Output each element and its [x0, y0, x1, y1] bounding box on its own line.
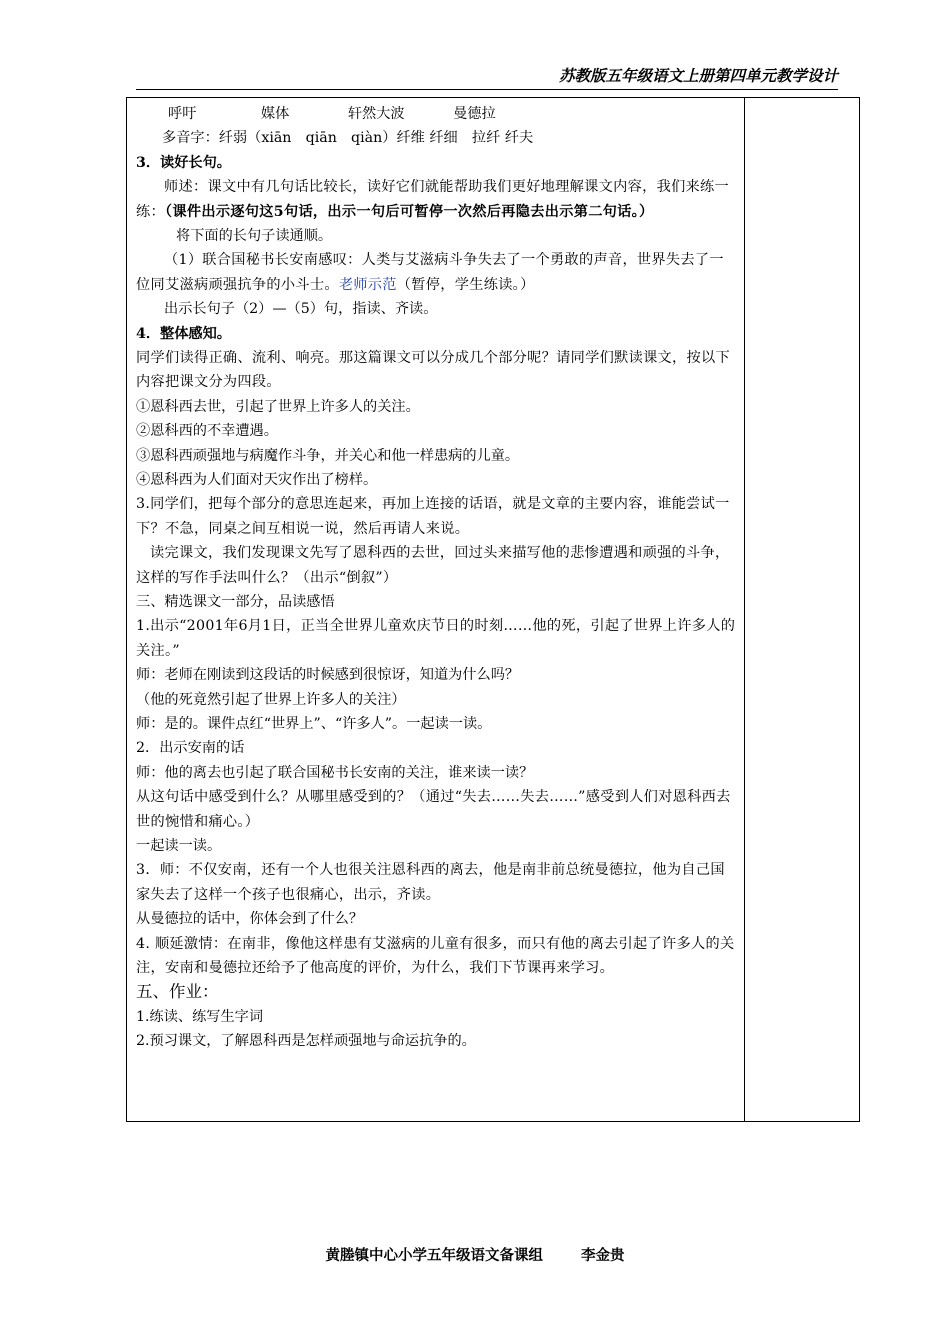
list-item: ④恩科西为人们面对天灾作出了榜样。 [136, 471, 378, 488]
polyphone-line: 多音字：纤弱（xiān qiān qiàn）纤维 纤细 拉纤 纤夫 [162, 130, 534, 147]
column-divider [744, 98, 745, 1121]
vocab-word: 媒体 [260, 106, 290, 122]
vocab-word: 轩然大波 [347, 106, 405, 122]
paragraph: 从这句话中感受到什么？从哪里感受到的？（通过“失去……失去……”感受到人们对恩科西去世的惋惜和痛心。） [136, 789, 731, 830]
list-item: ③恩科西顽强地与病魔作斗争，并关心和他一样患病的儿童。 [136, 447, 520, 464]
lesson-plan-table [126, 97, 860, 1122]
paragraph: （他的死竟然引起了世界上许多人的关注） [136, 691, 406, 708]
vocab-word: 呼吁 [168, 106, 197, 122]
paragraph: 1.出示“2001年6月1日，正当全世界儿童欢庆节日的时刻……他的死，引起了世界上许多人的关注。” [136, 618, 736, 659]
list-item: 1.练读、练写生字词 [136, 1008, 264, 1025]
paragraph: 同学们读得正确、流利、响亮。那这篇课文可以分成几个部分呢？请同学们默读课文，按以下内容把课文分为四段。 [136, 349, 730, 391]
vocab-line [136, 102, 738, 126]
paragraph: 4. 顺延激情：在南非，像他这样患有艾滋病的儿童有很多，而只有他的离去引起了许多人的关注，安南和曼德拉还给予了他高度的评价，为什么，我们下节课再来学习。 [136, 935, 735, 976]
document-footer [0, 1244, 950, 1265]
list-item: ①恩科西去世，引起了世界上许多人的关注。 [136, 398, 420, 415]
paragraph: 3.同学们，把每个部分的意思连起来，再加上连接的话语，就是文章的主要内容，谁能尝试一下？不急，同桌之间互相说一说，然后再请人来说。 [136, 496, 730, 537]
lesson-content-cell [136, 102, 738, 1054]
teacher-demo-label: 老师示范 [338, 276, 397, 293]
paragraph: 师：是的。课件点红“世界上”、“许多人”。一起读一读。 [136, 715, 492, 732]
paragraph: 师：老师在刚读到这段话的时候感到很惊讶，知道为什么吗？ [136, 667, 520, 684]
paragraph: 师：他的离去也引起了联合国秘书长安南的关注，谁来读一读？ [136, 764, 534, 781]
paragraph: 将下面的长句子读通顺。 [176, 227, 333, 244]
paragraph: 从曼德拉的话中，你体会到了什么？ [136, 911, 364, 928]
paragraph: 2．出示安南的话 [136, 740, 245, 757]
paragraph: 出示长句子（2）—（5）句，指读、齐读。 [164, 301, 438, 318]
paragraph: 师述：课文中有几句话比较长，读好它们就能帮助我们更好地理解课文内容，我们来练一练：（课件出示逐句这5句话，出示一句后可暂停一次然后再隐去出示第二句话。） [136, 179, 730, 220]
section-heading: 五、作业： [136, 982, 219, 1002]
paragraph: 3．师：不仅安南，还有一个人也很关注恩科西的离去，他是南非前总统曼德拉，他为自己国家失去了这样一个孩子也很痛心，出示，齐读。 [136, 862, 725, 903]
footer-author: 李金贵 [581, 1247, 625, 1264]
document-header: 苏教版五年级语文上册第四单元教学设计 [558, 66, 838, 85]
paragraph: （1）联合国秘书长安南感叹：人类与艾滋病斗争失去了一个勇敢的声音，世界失去了一位同艾滋病顽强抗争的小斗士。老师示范（暂停，学生练读。） [136, 252, 724, 293]
vocab-word: 曼德拉 [453, 106, 496, 122]
paragraph: 一起读一读。 [136, 837, 222, 854]
list-item: ②恩科西的不幸遭遇。 [136, 423, 278, 440]
header-rule [136, 89, 838, 90]
paragraph: 读完课文，我们发现课文先写了恩科西的去世，回过头来描写他的悲惨遭遇和顽强的斗争，这样的写作手法叫什么？（出示“倒叙”） [136, 545, 730, 586]
section-heading: 3．读好长句。 [136, 154, 231, 171]
footer-school: 黄塍镇中心小学五年级语文备课组 [325, 1247, 543, 1264]
section-heading: 4．整体感知。 [136, 325, 231, 342]
section-heading: 三、精选课文一部分，品读感悟 [136, 593, 335, 610]
list-item: 2.预习课文，了解恩科西是怎样顽强地与命运抗争的。 [136, 1033, 476, 1050]
